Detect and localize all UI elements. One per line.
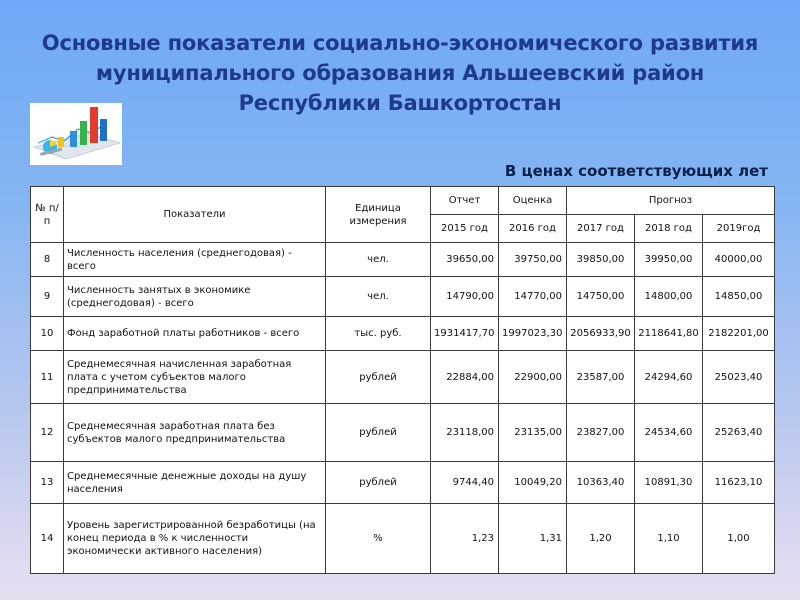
row-indicator: Численность занятых в экономике (среднегодовая) - всего	[64, 277, 326, 317]
row-value: 23827,00	[567, 404, 635, 462]
table-row	[31, 462, 775, 504]
row-unit: рублей	[326, 351, 431, 404]
row-value: 1,00	[703, 504, 775, 574]
row-unit: чел.	[326, 243, 431, 277]
header-year: 2016 год	[499, 215, 567, 243]
row-value: 9744,40	[431, 462, 499, 504]
header-unit: Единица измерения	[326, 187, 431, 243]
title-line-2: муниципального образования Альшеевский район	[95, 61, 705, 85]
row-value: 11623,10	[703, 462, 775, 504]
row-value: 40000,00	[703, 243, 775, 277]
row-value: 39950,00	[635, 243, 703, 277]
row-value: 14800,00	[635, 277, 703, 317]
row-indicator: Среднемесячная начисленная заработная плата с учетом субъектов малого предпринимательства	[64, 351, 326, 404]
row-value: 1,20	[567, 504, 635, 574]
row-value: 10363,40	[567, 462, 635, 504]
row-value: 22900,00	[499, 351, 567, 404]
table-row	[31, 243, 775, 277]
header-row-1	[31, 187, 775, 215]
title-line-3: Республики Башкортостан	[238, 91, 562, 115]
row-num: 10	[31, 317, 64, 351]
header-estimate: Оценка	[499, 187, 567, 215]
row-unit: рублей	[326, 462, 431, 504]
table-row	[31, 504, 775, 574]
row-num: 8	[31, 243, 64, 277]
row-value: 39750,00	[499, 243, 567, 277]
row-value: 23135,00	[499, 404, 567, 462]
row-value: 1,23	[431, 504, 499, 574]
row-value: 1,31	[499, 504, 567, 574]
row-indicator: Среднемесячные денежные доходы на душу населения	[64, 462, 326, 504]
page-title	[20, 28, 780, 118]
header-num: № п/п	[31, 187, 64, 243]
row-value: 14770,00	[499, 277, 567, 317]
table-row	[31, 351, 775, 404]
header-year: 2018 год	[635, 215, 703, 243]
row-indicator: Численность населения (среднегодовая) - всего	[64, 243, 326, 277]
table-row	[31, 404, 775, 462]
row-indicator: Среднемесячная заработная плата без субъектов малого предпринимательства	[64, 404, 326, 462]
row-value: 24534,60	[635, 404, 703, 462]
row-unit: %	[326, 504, 431, 574]
header-indicator: Показатели	[64, 187, 326, 243]
row-num: 9	[31, 277, 64, 317]
row-num: 12	[31, 404, 64, 462]
row-value: 2118641,80	[635, 317, 703, 351]
row-value: 1997023,30	[499, 317, 567, 351]
row-value: 14790,00	[431, 277, 499, 317]
row-value: 10049,20	[499, 462, 567, 504]
row-value: 24294,60	[635, 351, 703, 404]
row-value: 25263,40	[703, 404, 775, 462]
row-value: 10891,30	[635, 462, 703, 504]
row-value: 1,10	[635, 504, 703, 574]
table-row	[31, 277, 775, 317]
header-report: Отчет	[431, 187, 499, 215]
row-value: 14850,00	[703, 277, 775, 317]
indicators-table	[30, 186, 775, 574]
row-num: 14	[31, 504, 64, 574]
header-year: 2017 год	[567, 215, 635, 243]
row-value: 22884,00	[431, 351, 499, 404]
header-year: 2019год	[703, 215, 775, 243]
row-value: 14750,00	[567, 277, 635, 317]
row-unit: рублей	[326, 404, 431, 462]
table-row	[31, 317, 775, 351]
row-value: 39650,00	[431, 243, 499, 277]
header-year: 2015 год	[431, 215, 499, 243]
row-value: 1931417,70	[431, 317, 499, 351]
row-unit: чел.	[326, 277, 431, 317]
bar-chart-illustration-icon	[30, 103, 122, 165]
row-value: 2182201,00	[703, 317, 775, 351]
row-num: 11	[31, 351, 64, 404]
price-note: В ценах соответствующих лет	[504, 162, 768, 180]
row-value: 23587,00	[567, 351, 635, 404]
row-value: 23118,00	[431, 404, 499, 462]
row-num: 13	[31, 462, 64, 504]
row-value: 2056933,90	[567, 317, 635, 351]
title-line-1: Основные показатели социально-экономического развития	[41, 31, 759, 55]
row-value: 39850,00	[567, 243, 635, 277]
row-value: 25023,40	[703, 351, 775, 404]
row-unit: тыс. руб.	[326, 317, 431, 351]
header-forecast: Прогноз	[567, 187, 775, 215]
row-indicator: Уровень зарегистрированной безработицы (на конец периода в % к численности экономически активного населения)	[64, 504, 326, 574]
row-indicator: Фонд заработной платы работников - всего	[64, 317, 326, 351]
